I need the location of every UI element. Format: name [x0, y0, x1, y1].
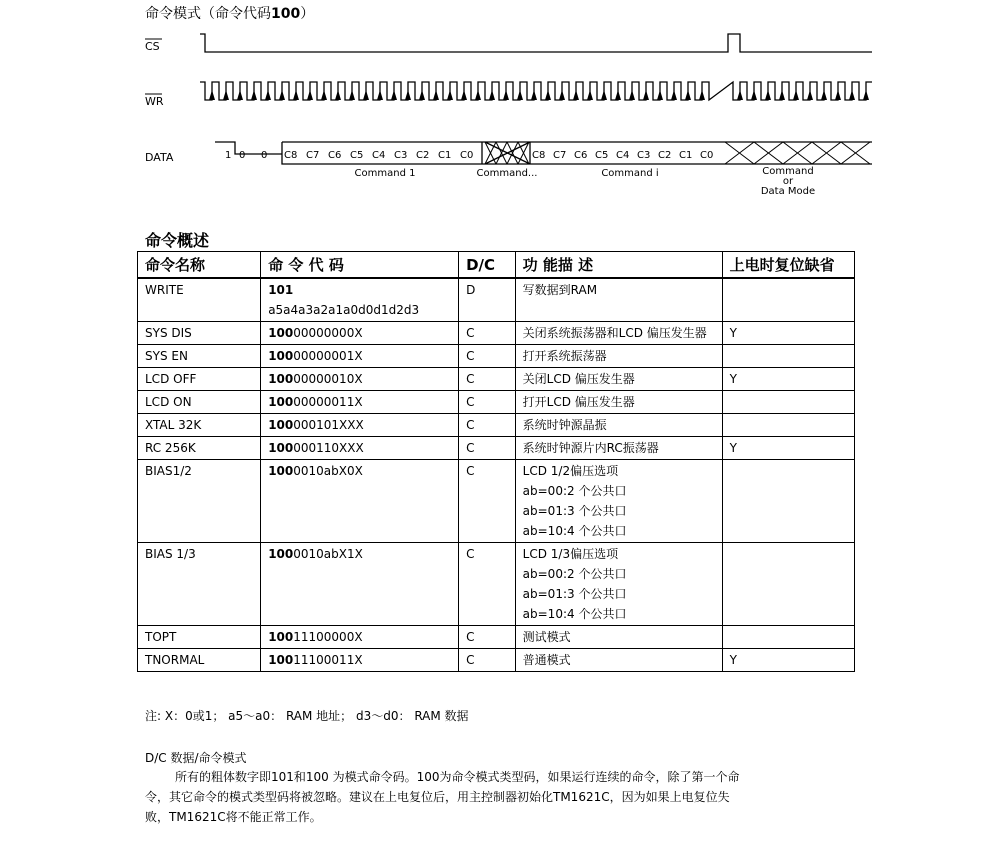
row-code	[261, 649, 459, 672]
cmd-bit-label: C4	[372, 150, 386, 161]
clock-edge-arrow	[279, 90, 285, 100]
table-row	[138, 322, 855, 345]
code-bold: 100	[268, 418, 294, 432]
table-row	[138, 278, 855, 322]
row-desc	[515, 543, 722, 626]
row-default: Y	[722, 437, 854, 460]
code-rest: 00000001X	[293, 349, 363, 363]
clock-edge-arrow	[793, 90, 799, 100]
clock-edge-arrow	[349, 90, 355, 100]
row-default	[722, 278, 854, 322]
row-name: TNORMAL	[138, 649, 261, 672]
table-note: 注: X：0或1； a5～a0： RAM 地址； d3～d0： RAM 数据	[145, 709, 469, 723]
row-code	[261, 626, 459, 649]
row-name: WRITE	[138, 278, 261, 322]
row-name: XTAL 32K	[138, 414, 261, 437]
cmd-bit-label: C8	[284, 150, 298, 161]
clock-edge-arrow	[559, 90, 565, 100]
table-row	[138, 414, 855, 437]
cmd-bit-label: C3	[637, 150, 651, 161]
desc-line: ab=01:3 个公共口	[522, 504, 627, 518]
desc-line: ab=01:3 个公共口	[522, 587, 627, 601]
row-desc: 系统时钟源晶振	[515, 414, 722, 437]
dc-heading: D/C 数据/命令模式	[145, 751, 247, 765]
code-rest: 000101XXX	[293, 418, 364, 432]
cs-waveform	[200, 34, 872, 52]
row-desc: 打开LCD 偏压发生器	[515, 391, 722, 414]
header-dc: D/C	[459, 252, 516, 279]
dont-care-mark	[812, 142, 841, 164]
row-default	[722, 543, 854, 626]
row-name: BIAS1/2	[138, 460, 261, 543]
row-default: Y	[722, 322, 854, 345]
row-name: SYS EN	[138, 345, 261, 368]
row-name: LCD OFF	[138, 368, 261, 391]
table-row	[138, 368, 855, 391]
row-name: SYS DIS	[138, 322, 261, 345]
desc-line: ab=00:2 个公共口	[522, 567, 627, 581]
code-bold: 100	[268, 395, 294, 409]
clock-edge-arrow	[489, 90, 495, 100]
row-dc: C	[459, 460, 516, 543]
code-bold: 101	[268, 283, 294, 297]
row-default	[722, 345, 854, 368]
or-label: or	[782, 176, 794, 187]
row-default: Y	[722, 368, 854, 391]
code-bold: 100	[268, 326, 294, 340]
paragraph-line-3: 败，TM1621C将不能正常工作。	[145, 810, 322, 824]
timing-diagram	[140, 24, 872, 202]
row-default	[722, 626, 854, 649]
code-bold: 100	[268, 372, 294, 386]
code-rest: 0010abX1X	[293, 547, 363, 561]
desc-line: LCD 1/2偏压选项	[522, 464, 619, 478]
row-code	[261, 437, 459, 460]
command-or-label: Command	[762, 166, 814, 177]
data-bit-label: 1	[225, 150, 232, 161]
table-row	[138, 543, 855, 626]
data-signal-label: DATA	[145, 151, 174, 164]
row-code	[261, 543, 459, 626]
desc-line: LCD 1/3偏压选项	[522, 547, 619, 561]
code-bold: 100	[268, 653, 294, 667]
clock-edge-arrow	[779, 90, 785, 100]
header-default: 上电时复位缺省	[722, 252, 854, 279]
timing-diagram-title: 命令模式（命令代码100）	[145, 6, 315, 22]
row-name: BIAS 1/3	[138, 543, 261, 626]
row-desc: 关闭系统振荡器和LCD 偏压发生器	[515, 322, 722, 345]
dont-care-mark	[496, 142, 507, 164]
cmd-bit-label: C1	[679, 150, 693, 161]
clock-edge-arrow	[405, 90, 411, 100]
code-bold: 100	[268, 464, 294, 478]
cmd-bit-label: C7	[306, 150, 320, 161]
row-name: TOPT	[138, 626, 261, 649]
row-desc: 写数据到RAM	[515, 278, 722, 322]
clock-edge-arrow	[391, 90, 397, 100]
cs-signal-label: CS	[145, 40, 160, 53]
data-bit-label: 0	[261, 150, 268, 161]
table-row	[138, 437, 855, 460]
clock-edge-arrow	[209, 90, 215, 100]
desc-line: ab=10:4 个公共口	[522, 607, 627, 621]
table-row	[138, 626, 855, 649]
code-bold: 100	[268, 349, 294, 363]
row-desc: 关闭LCD 偏压发生器	[515, 368, 722, 391]
cmd-bit-label: C6	[574, 150, 588, 161]
data-bit-label: 0	[239, 150, 246, 161]
data-mode-label: Data Mode	[760, 186, 816, 197]
clock-edge-arrow	[807, 90, 813, 100]
clock-edge-arrow	[601, 90, 607, 100]
desc-line: ab=10:4 个公共口	[522, 524, 627, 538]
clock-edge-arrow	[503, 90, 509, 100]
dont-care-mark	[783, 142, 812, 164]
clock-edge-arrow	[377, 90, 383, 100]
clock-edge-arrow	[237, 90, 243, 100]
header-code: 命 令 代 码	[261, 252, 459, 279]
row-code	[261, 322, 459, 345]
clock-edge-arrow	[849, 90, 855, 100]
clock-edge-arrow	[643, 90, 649, 100]
code-rest: 00000010X	[293, 372, 363, 386]
header-desc: 功 能描 述	[515, 252, 722, 279]
row-dc: C	[459, 649, 516, 672]
row-dc: C	[459, 543, 516, 626]
table-row	[138, 345, 855, 368]
dont-care-mark	[725, 142, 754, 164]
cmd-bit-label: C6	[328, 150, 342, 161]
cmd-bit-label: C3	[394, 150, 408, 161]
clock-edge-arrow	[699, 90, 705, 100]
clock-edge-arrow	[475, 90, 481, 100]
clock-edge-arrow	[657, 90, 663, 100]
clock-edge-arrow	[751, 90, 757, 100]
table-row	[138, 460, 855, 543]
clock-edge-arrow	[765, 90, 771, 100]
clock-edge-arrow	[419, 90, 425, 100]
dont-care-mark	[754, 142, 783, 164]
row-dc: C	[459, 322, 516, 345]
paragraph-line-2: 令，其它命令的模式类型码将被忽略。建议在上电复位后，用主控制器初始化TM1621C，因为如果上电复位失	[145, 790, 730, 804]
command-ellipsis-label: Command...	[476, 168, 538, 179]
paragraph-line-1: 所有的粗体数字即101和100 为模式命令码。100为命令模式类型码，如果运行连续的命令，除了第一个命	[175, 770, 740, 784]
table-header-row	[138, 252, 855, 279]
cmd-bit-label: C4	[616, 150, 630, 161]
desc-line: ab=00:2 个公共口	[522, 484, 627, 498]
row-dc: C	[459, 437, 516, 460]
clock-edge-arrow	[685, 90, 691, 100]
clock-edge-arrow	[615, 90, 621, 100]
clock-edge-arrow	[321, 90, 327, 100]
clock-edge-arrow	[737, 90, 743, 100]
clock-edge-arrow	[863, 90, 869, 100]
code-rest: 000110XXX	[293, 441, 364, 455]
table-row	[138, 649, 855, 672]
row-code	[261, 460, 459, 543]
code-bold: 100	[268, 441, 294, 455]
row-dc: D	[459, 278, 516, 322]
cmd-bit-label: C0	[700, 150, 714, 161]
clock-edge-arrow	[531, 90, 537, 100]
clock-edge-arrow	[821, 90, 827, 100]
code-rest: 11100000X	[293, 630, 363, 644]
clock-edge-arrow	[545, 90, 551, 100]
command-1-label: Command 1	[354, 168, 416, 179]
code-rest: 00000000X	[293, 326, 363, 340]
row-dc: C	[459, 391, 516, 414]
clock-edge-arrow	[307, 90, 313, 100]
clock-edge-arrow	[587, 90, 593, 100]
header-name: 命令名称	[138, 252, 261, 279]
row-desc: 打开系统振荡器	[515, 345, 722, 368]
code-bold: 100	[268, 547, 294, 561]
row-code	[261, 391, 459, 414]
row-code	[261, 278, 459, 322]
clock-edge-arrow	[517, 90, 523, 100]
clock-edge-arrow	[629, 90, 635, 100]
code-line-2: a5a4a3a2a1a0d0d1d2d3	[268, 303, 420, 317]
clock-edge-arrow	[335, 90, 341, 100]
row-default	[722, 391, 854, 414]
clock-edge-arrow	[671, 90, 677, 100]
row-dc: C	[459, 345, 516, 368]
command-table	[137, 251, 855, 672]
row-desc: 系统时钟源片内RC振荡器	[515, 437, 722, 460]
clock-edge-arrow	[363, 90, 369, 100]
cmd-bit-label: C5	[350, 150, 364, 161]
cmd-bit-label: C1	[438, 150, 452, 161]
clock-edge-arrow	[461, 90, 467, 100]
command-i-label: Command i	[601, 168, 659, 179]
row-code	[261, 414, 459, 437]
code-rest: 00000011X	[293, 395, 363, 409]
cmd-bit-label: C5	[595, 150, 609, 161]
section-title: 命令概述	[145, 231, 210, 250]
cmd-bit-label: C0	[460, 150, 474, 161]
row-desc	[515, 460, 722, 543]
cmd-bit-label: C7	[553, 150, 567, 161]
clock-edge-arrow	[251, 90, 257, 100]
row-dc: C	[459, 414, 516, 437]
code-rest: 0010abX0X	[293, 464, 363, 478]
clock-edge-arrow	[433, 90, 439, 100]
row-desc: 普通模式	[515, 649, 722, 672]
row-name: RC 256K	[138, 437, 261, 460]
row-dc: C	[459, 626, 516, 649]
cmd-bit-label: C2	[658, 150, 672, 161]
row-desc: 测试模式	[515, 626, 722, 649]
code-rest: 11100011X	[293, 653, 363, 667]
row-name: LCD ON	[138, 391, 261, 414]
clock-edge-arrow	[573, 90, 579, 100]
clock-edge-arrow	[835, 90, 841, 100]
row-default	[722, 414, 854, 437]
row-default: Y	[722, 649, 854, 672]
clock-edge-arrow	[265, 90, 271, 100]
row-dc: C	[459, 368, 516, 391]
code-bold: 100	[268, 630, 294, 644]
cmd-bit-label: C8	[532, 150, 546, 161]
wr-signal-label: WR	[145, 95, 164, 108]
row-code	[261, 345, 459, 368]
row-default	[722, 460, 854, 543]
dont-care-mark	[841, 142, 870, 164]
cmd-bit-label: C2	[416, 150, 430, 161]
table-row	[138, 391, 855, 414]
clock-edge-arrow	[223, 90, 229, 100]
row-code	[261, 368, 459, 391]
clock-edge-arrow	[293, 90, 299, 100]
description-paragraph	[145, 767, 857, 827]
clock-edge-arrow	[447, 90, 453, 100]
